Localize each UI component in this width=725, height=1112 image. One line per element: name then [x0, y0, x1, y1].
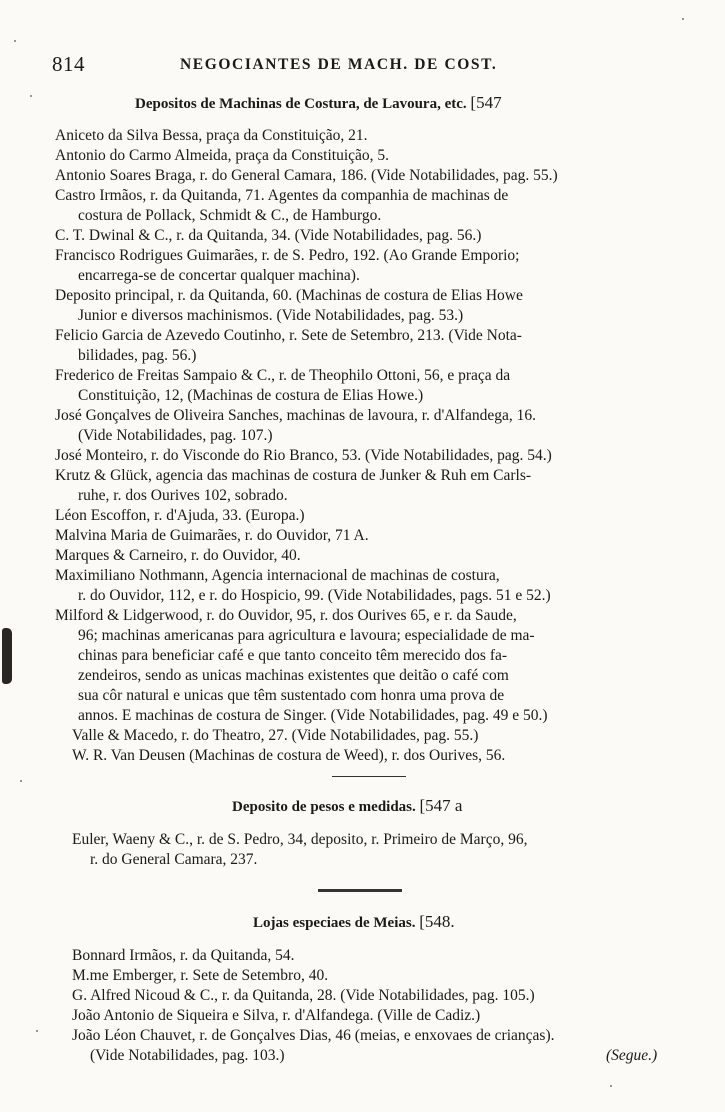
- list-item-continuation: (Vide Notabilidades, pag. 103.): [90, 1047, 285, 1064]
- list-item: Maximiliano Nothmann, Agencia internacional de machinas de costura,: [55, 567, 500, 584]
- list-item: Deposito principal, r. da Quitanda, 60. (Machinas de costura de Elias Howe: [55, 287, 523, 304]
- paper-speck: [36, 1030, 38, 1032]
- list-item: M.me Emberger, r. Sete de Setembro, 40.: [72, 967, 329, 984]
- section-divider: [318, 889, 402, 892]
- paper-speck: [14, 40, 16, 42]
- list-item: Francisco Rodrigues Guimarães, r. de S. Pedro, 192. (Ao Grande Emporio;: [55, 247, 520, 264]
- continuation-note: (Segue.): [606, 1047, 658, 1064]
- list-item: Castro Irmãos, r. da Quitanda, 71. Agentes da companhia de machinas de: [55, 187, 509, 204]
- section-title-pesos: Deposito de pesos e medidas. [547 a: [232, 796, 463, 815]
- list-item: W. R. Van Deusen (Machinas de costura de Weed), r. dos Ourives, 56.: [72, 747, 506, 764]
- list-item: Felicio Garcia de Azevedo Coutinho, r. Sete de Setembro, 213. (Vide Nota-: [55, 327, 522, 344]
- list-item-continuation: r. do General Camara, 237.: [90, 851, 258, 868]
- list-item: Krutz & Glück, agencia das machinas de costura de Junker & Ruh em Carls-: [55, 467, 532, 484]
- list-item: Euler, Waeny & C., r. de S. Pedro, 34, deposito, r. Primeiro de Março, 96,: [72, 831, 528, 848]
- binding-shadow: [2, 628, 12, 684]
- list-item-continuation: ruhe, r. dos Ourives 102, sobrado.: [78, 487, 288, 504]
- list-item-continuation: costura de Pollack, Schmidt & C., de Hamburgo.: [78, 207, 382, 224]
- list-item: Valle & Macedo, r. do Theatro, 27. (Vide Notabilidades, pag. 55.): [72, 727, 479, 744]
- list-item-continuation: Constituição, 12, (Machinas de costura de Elias Howe.): [78, 387, 424, 404]
- list-item: Bonnard Irmãos, r. da Quitanda, 54.: [72, 947, 295, 964]
- list-item-continuation: sua côr natural e unicas que têm sustentado com honra uma prova de: [78, 687, 505, 704]
- list-item-continuation: r. do Ouvidor, 112, e r. do Hospicio, 99. (Vide Notabilidades, pags. 51 e 52.): [78, 587, 551, 604]
- list-item: Antonio do Carmo Almeida, praça da Constituição, 5.: [55, 147, 390, 164]
- list-item-continuation: (Vide Notabilidades, pag. 107.): [78, 427, 273, 444]
- list-item-continuation: 96; machinas americanas para agricultura e lavoura; especialidade de ma-: [78, 627, 535, 644]
- section-title-machinas: Depositos de Machinas de Costura, de Lavoura, etc. [547: [135, 93, 502, 112]
- section-divider: [332, 776, 406, 777]
- list-item: Frederico de Freitas Sampaio & C., r. de Theophilo Ottoni, 56, e praça da: [55, 367, 511, 384]
- list-item: Marques & Carneiro, r. do Ouvidor, 40.: [55, 547, 301, 564]
- section-tag: [548.: [419, 912, 455, 931]
- section-tag: [547 a: [419, 796, 463, 815]
- list-item: Milford & Lidgerwood, r. do Ouvidor, 95, r. dos Ourives 65, e r. da Saude,: [55, 607, 517, 624]
- list-item-continuation: chinas para beneficiar café e que tanto conceito têm merecido dos fa-: [78, 647, 508, 664]
- list-item-continuation: encarrega-se de concertar qualquer machina).: [78, 267, 360, 284]
- list-item: G. Alfred Nicoud & C., r. da Quitanda, 28. (Vide Notabilidades, pag. 105.): [72, 987, 535, 1004]
- page-number: 814: [52, 52, 85, 76]
- list-item: Léon Escoffon, r. d'Ajuda, 33. (Europa.): [55, 507, 305, 524]
- list-item: Aniceto da Silva Bessa, praça da Constituição, 21.: [55, 127, 368, 144]
- page-header: [52, 52, 702, 76]
- list-item: Antonio Soares Braga, r. do General Camara, 186. (Vide Notabilidades, pag. 55.): [55, 167, 558, 184]
- paper-speck: [20, 780, 22, 782]
- paper-speck: [30, 95, 32, 97]
- list-item: José Monteiro, r. do Visconde do Rio Branco, 53. (Vide Notabilidades, pag. 54.): [55, 447, 552, 464]
- paper-speck: [682, 18, 684, 20]
- list-item: Malvina Maria de Guimarães, r. do Ouvidor, 71 A.: [55, 527, 369, 544]
- list-item-continuation: annos. E machinas de costura de Singer. (Vide Notabilidades, pag. 49 e 50.): [78, 707, 548, 724]
- section-tag: [547: [470, 93, 502, 112]
- list-item-continuation: zendeiros, sendo as unicas machinas existentes que deitão o café com: [78, 667, 509, 684]
- paper-speck: [610, 1085, 612, 1087]
- list-item: João Léon Chauvet, r. de Gonçalves Dias, 46 (meias, e enxovaes de crianças).: [72, 1027, 555, 1044]
- list-item: C. T. Dwinal & C., r. da Quitanda, 34. (Vide Notabilidades, pag. 56.): [55, 227, 482, 244]
- list-item-continuation: bilidades, pag. 56.): [78, 347, 197, 364]
- list-item: José Gonçalves de Oliveira Sanches, machinas de lavoura, r. d'Alfandega, 16.: [55, 407, 536, 424]
- list-item: João Antonio de Siqueira e Silva, r. d'Alfandega. (Ville de Cadiz.): [72, 1007, 481, 1024]
- running-title: NEGOCIANTES DE MACH. DE COST.: [180, 56, 498, 73]
- list-item-continuation: Junior e diversos machinismos. (Vide Notabilidades, pag. 53.): [78, 307, 464, 324]
- section-title-meias: Lojas especiaes de Meias. [548.: [253, 912, 455, 931]
